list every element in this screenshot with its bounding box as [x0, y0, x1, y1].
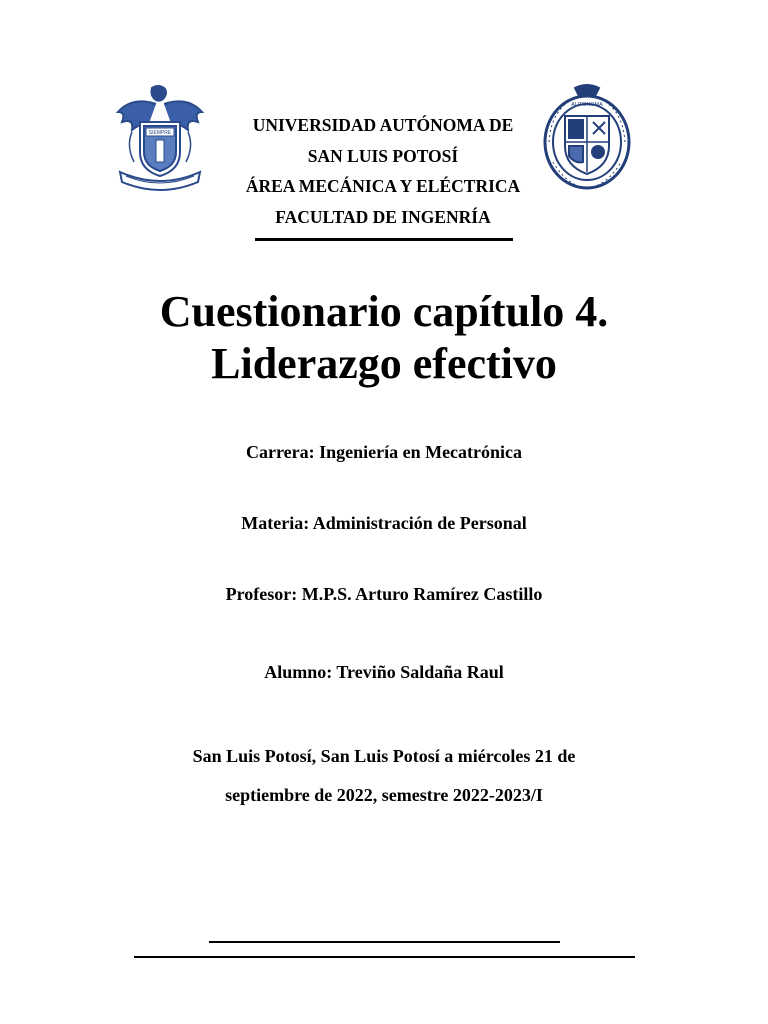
student-line: Alumno: Treviño Saldaña Raul	[264, 662, 504, 682]
header-line-3: ÁREA MECÁNICA Y ELÉCTRICA	[245, 176, 521, 196]
header-line-2: SAN LUIS POTOSÍ	[307, 145, 459, 166]
svg-text:SIEMPRE: SIEMPRE	[148, 130, 172, 136]
uaslp-circular-seal-icon	[541, 82, 633, 194]
header-line-1: UNIVERSIDAD AUTÓNOMA DE	[252, 115, 514, 135]
document-title	[60, 286, 708, 390]
career-line: Carrera: Ingeniería en Mecatrónica	[245, 442, 523, 462]
university-header	[210, 110, 556, 232]
header-divider	[255, 238, 513, 241]
date-line-2: septiembre de 2022, semestre 2022-2023/I	[225, 785, 543, 805]
header-line-4: FACULTAD DE INGENRÍA	[275, 206, 491, 227]
title-line-1: Cuestionario capítulo 4.	[159, 287, 609, 336]
subject-line: Materia: Administración de Personal	[241, 513, 527, 533]
footer-divider	[134, 956, 635, 958]
title-line-2: Liderazgo efectivo	[211, 339, 557, 388]
date-block	[60, 737, 708, 815]
date-line-1: San Luis Potosí, San Luis Potosí a miércoles 21 de	[192, 746, 576, 766]
signature-line	[209, 941, 560, 943]
uaslp-eagle-crest-icon	[112, 82, 208, 194]
svg-text:AUTONOMA: AUTONOMA	[571, 102, 603, 108]
professor-line: Profesor: M.P.S. Arturo Ramírez Castillo	[225, 584, 543, 604]
